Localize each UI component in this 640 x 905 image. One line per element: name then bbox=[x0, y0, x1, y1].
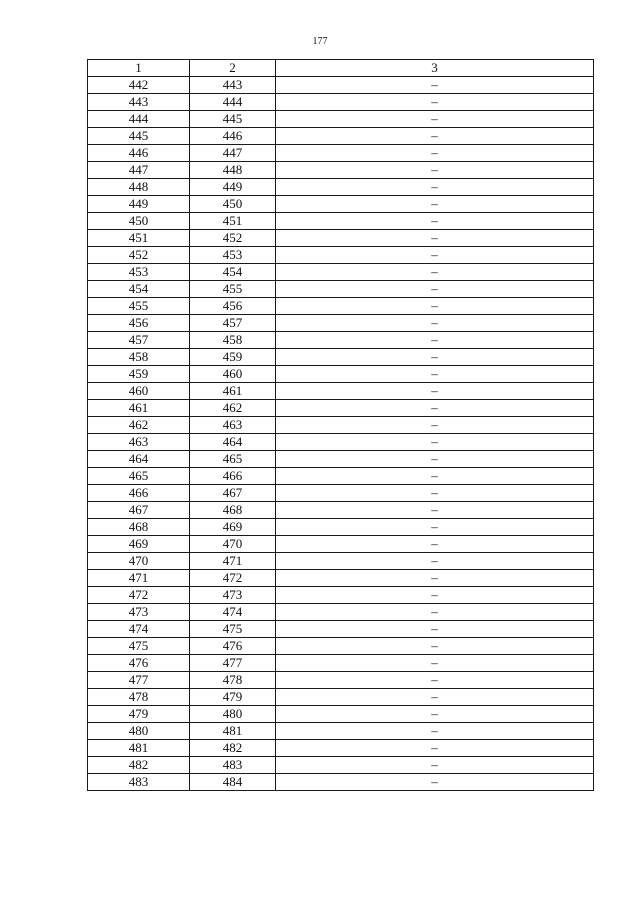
table-cell-col-3: – bbox=[276, 519, 594, 536]
table-cell-col-1: 465 bbox=[88, 468, 190, 485]
table-cell-col-2: 461 bbox=[190, 383, 276, 400]
table-row bbox=[88, 77, 594, 94]
table-cell-col-2: 460 bbox=[190, 366, 276, 383]
table-row bbox=[88, 434, 594, 451]
table-cell-col-1: 445 bbox=[88, 128, 190, 145]
table-row bbox=[88, 570, 594, 587]
table-row bbox=[88, 230, 594, 247]
table-cell-col-1: 469 bbox=[88, 536, 190, 553]
table-cell-col-3: – bbox=[276, 298, 594, 315]
table-cell-col-1: 450 bbox=[88, 213, 190, 230]
table-row bbox=[88, 706, 594, 723]
table-cell-col-3: – bbox=[276, 451, 594, 468]
table-cell-col-2: 455 bbox=[190, 281, 276, 298]
table-cell-col-3: – bbox=[276, 264, 594, 281]
table-cell-col-3: – bbox=[276, 196, 594, 213]
table-cell-col-2: 451 bbox=[190, 213, 276, 230]
table-cell-col-1: 483 bbox=[88, 774, 190, 791]
table-cell-col-1: 454 bbox=[88, 281, 190, 298]
table-cell-col-3: – bbox=[276, 111, 594, 128]
table-cell-col-1: 482 bbox=[88, 757, 190, 774]
table-row bbox=[88, 417, 594, 434]
table-cell-col-3: – bbox=[276, 349, 594, 366]
table-row bbox=[88, 451, 594, 468]
table-cell-col-3: – bbox=[276, 570, 594, 587]
table-cell-col-3: – bbox=[276, 77, 594, 94]
table-cell-col-1: 447 bbox=[88, 162, 190, 179]
table-cell-col-1: 464 bbox=[88, 451, 190, 468]
table-row bbox=[88, 621, 594, 638]
table-row bbox=[88, 196, 594, 213]
table-cell-col-3: – bbox=[276, 740, 594, 757]
table-row bbox=[88, 400, 594, 417]
table-cell-col-2: 481 bbox=[190, 723, 276, 740]
table-row bbox=[88, 298, 594, 315]
table-cell-col-2: 482 bbox=[190, 740, 276, 757]
table-row bbox=[88, 315, 594, 332]
table-cell-col-2: 452 bbox=[190, 230, 276, 247]
table-cell-col-3: – bbox=[276, 621, 594, 638]
table-cell-col-2: 447 bbox=[190, 145, 276, 162]
table-row bbox=[88, 264, 594, 281]
table-row bbox=[88, 519, 594, 536]
data-table bbox=[87, 59, 594, 791]
table-cell-col-2: 462 bbox=[190, 400, 276, 417]
table-cell-col-1: 470 bbox=[88, 553, 190, 570]
table-cell-col-2: 477 bbox=[190, 655, 276, 672]
table-cell-col-3: – bbox=[276, 162, 594, 179]
table-row bbox=[88, 468, 594, 485]
table-cell-col-3: – bbox=[276, 145, 594, 162]
table-cell-col-2: 454 bbox=[190, 264, 276, 281]
table-cell-col-1: 477 bbox=[88, 672, 190, 689]
table-row bbox=[88, 213, 594, 230]
table-row bbox=[88, 111, 594, 128]
table-row bbox=[88, 383, 594, 400]
table-row bbox=[88, 553, 594, 570]
table-row bbox=[88, 689, 594, 706]
table-header bbox=[88, 60, 594, 77]
table-cell-col-3: – bbox=[276, 128, 594, 145]
table-cell-col-2: 469 bbox=[190, 519, 276, 536]
table-cell-col-3: – bbox=[276, 383, 594, 400]
table-cell-col-1: 456 bbox=[88, 315, 190, 332]
table-cell-col-1: 449 bbox=[88, 196, 190, 213]
table-row bbox=[88, 281, 594, 298]
table-row bbox=[88, 162, 594, 179]
table-cell-col-2: 445 bbox=[190, 111, 276, 128]
table-cell-col-1: 462 bbox=[88, 417, 190, 434]
table-row bbox=[88, 587, 594, 604]
table-row bbox=[88, 179, 594, 196]
table-cell-col-1: 443 bbox=[88, 94, 190, 111]
table-cell-col-3: – bbox=[276, 638, 594, 655]
table-row bbox=[88, 332, 594, 349]
table-row bbox=[88, 366, 594, 383]
table-cell-col-2: 468 bbox=[190, 502, 276, 519]
table-cell-col-2: 483 bbox=[190, 757, 276, 774]
table-cell-col-1: 473 bbox=[88, 604, 190, 621]
table-cell-col-1: 467 bbox=[88, 502, 190, 519]
table-cell-col-1: 451 bbox=[88, 230, 190, 247]
table-cell-col-1: 458 bbox=[88, 349, 190, 366]
table-cell-col-1: 480 bbox=[88, 723, 190, 740]
table-cell-col-1: 466 bbox=[88, 485, 190, 502]
table-cell-col-2: 480 bbox=[190, 706, 276, 723]
table-cell-col-2: 466 bbox=[190, 468, 276, 485]
table-cell-col-1: 457 bbox=[88, 332, 190, 349]
table-body bbox=[88, 77, 594, 791]
table-cell-col-3: – bbox=[276, 179, 594, 196]
table-cell-col-3: – bbox=[276, 332, 594, 349]
table-cell-col-2: 471 bbox=[190, 553, 276, 570]
table-cell-col-1: 471 bbox=[88, 570, 190, 587]
table-row bbox=[88, 247, 594, 264]
column-header-1: 1 bbox=[88, 60, 190, 77]
table-cell-col-3: – bbox=[276, 417, 594, 434]
table-cell-col-1: 478 bbox=[88, 689, 190, 706]
table-cell-col-2: 464 bbox=[190, 434, 276, 451]
table-cell-col-2: 465 bbox=[190, 451, 276, 468]
table-cell-col-1: 453 bbox=[88, 264, 190, 281]
page-number: 177 bbox=[312, 36, 328, 47]
table-cell-col-2: 457 bbox=[190, 315, 276, 332]
table-cell-col-3: – bbox=[276, 213, 594, 230]
table-cell-col-1: 476 bbox=[88, 655, 190, 672]
table-cell-col-2: 456 bbox=[190, 298, 276, 315]
table-cell-col-1: 481 bbox=[88, 740, 190, 757]
table-cell-col-2: 473 bbox=[190, 587, 276, 604]
table-cell-col-2: 443 bbox=[190, 77, 276, 94]
table-cell-col-3: – bbox=[276, 315, 594, 332]
table-cell-col-3: – bbox=[276, 366, 594, 383]
column-header-3: 3 bbox=[276, 60, 594, 77]
table-row bbox=[88, 145, 594, 162]
table-cell-col-2: 478 bbox=[190, 672, 276, 689]
table-cell-col-1: 455 bbox=[88, 298, 190, 315]
table-row bbox=[88, 757, 594, 774]
table-cell-col-3: – bbox=[276, 468, 594, 485]
table-cell-col-2: 459 bbox=[190, 349, 276, 366]
table-cell-col-1: 459 bbox=[88, 366, 190, 383]
table-cell-col-2: 458 bbox=[190, 332, 276, 349]
table-cell-col-2: 444 bbox=[190, 94, 276, 111]
table-cell-col-3: – bbox=[276, 689, 594, 706]
table-cell-col-2: 453 bbox=[190, 247, 276, 264]
table-cell-col-3: – bbox=[276, 757, 594, 774]
table-cell-col-1: 474 bbox=[88, 621, 190, 638]
table-row bbox=[88, 655, 594, 672]
table-cell-col-3: – bbox=[276, 655, 594, 672]
table-cell-col-2: 479 bbox=[190, 689, 276, 706]
table-cell-col-2: 467 bbox=[190, 485, 276, 502]
table-cell-col-3: – bbox=[276, 502, 594, 519]
table-row bbox=[88, 604, 594, 621]
table-cell-col-3: – bbox=[276, 587, 594, 604]
table-cell-col-3: – bbox=[276, 774, 594, 791]
table-cell-col-2: 448 bbox=[190, 162, 276, 179]
table-cell-col-1: 472 bbox=[88, 587, 190, 604]
table-cell-col-2: 449 bbox=[190, 179, 276, 196]
table-cell-col-1: 442 bbox=[88, 77, 190, 94]
header-row bbox=[88, 60, 594, 77]
table-cell-col-3: – bbox=[276, 230, 594, 247]
table-cell-col-2: 472 bbox=[190, 570, 276, 587]
table-row bbox=[88, 485, 594, 502]
column-header-2: 2 bbox=[190, 60, 276, 77]
table-cell-col-3: – bbox=[276, 604, 594, 621]
table-cell-col-1: 446 bbox=[88, 145, 190, 162]
table-row bbox=[88, 638, 594, 655]
table-cell-col-2: 463 bbox=[190, 417, 276, 434]
table-cell-col-2: 476 bbox=[190, 638, 276, 655]
table-cell-col-2: 470 bbox=[190, 536, 276, 553]
table-cell-col-3: – bbox=[276, 247, 594, 264]
table-cell-col-1: 460 bbox=[88, 383, 190, 400]
table-cell-col-1: 479 bbox=[88, 706, 190, 723]
table-row bbox=[88, 672, 594, 689]
table-cell-col-3: – bbox=[276, 672, 594, 689]
table-cell-col-1: 461 bbox=[88, 400, 190, 417]
table-cell-col-2: 446 bbox=[190, 128, 276, 145]
table-row bbox=[88, 128, 594, 145]
table-cell-col-1: 444 bbox=[88, 111, 190, 128]
table-cell-col-1: 452 bbox=[88, 247, 190, 264]
table-cell-col-2: 474 bbox=[190, 604, 276, 621]
table-cell-col-1: 448 bbox=[88, 179, 190, 196]
table-row bbox=[88, 774, 594, 791]
table-cell-col-3: – bbox=[276, 281, 594, 298]
table-row bbox=[88, 723, 594, 740]
table-cell-col-2: 450 bbox=[190, 196, 276, 213]
table-cell-col-2: 484 bbox=[190, 774, 276, 791]
table-cell-col-3: – bbox=[276, 553, 594, 570]
table-cell-col-1: 463 bbox=[88, 434, 190, 451]
table-cell-col-3: – bbox=[276, 94, 594, 111]
table-row bbox=[88, 502, 594, 519]
table-cell-col-1: 475 bbox=[88, 638, 190, 655]
table-cell-col-3: – bbox=[276, 400, 594, 417]
table-row bbox=[88, 740, 594, 757]
table-cell-col-3: – bbox=[276, 706, 594, 723]
table-cell-col-1: 468 bbox=[88, 519, 190, 536]
table-cell-col-3: – bbox=[276, 723, 594, 740]
table-cell-col-3: – bbox=[276, 536, 594, 553]
table-cell-col-2: 475 bbox=[190, 621, 276, 638]
table-cell-col-3: – bbox=[276, 434, 594, 451]
table-row bbox=[88, 94, 594, 111]
table-row bbox=[88, 349, 594, 366]
table-row bbox=[88, 536, 594, 553]
table-cell-col-3: – bbox=[276, 485, 594, 502]
